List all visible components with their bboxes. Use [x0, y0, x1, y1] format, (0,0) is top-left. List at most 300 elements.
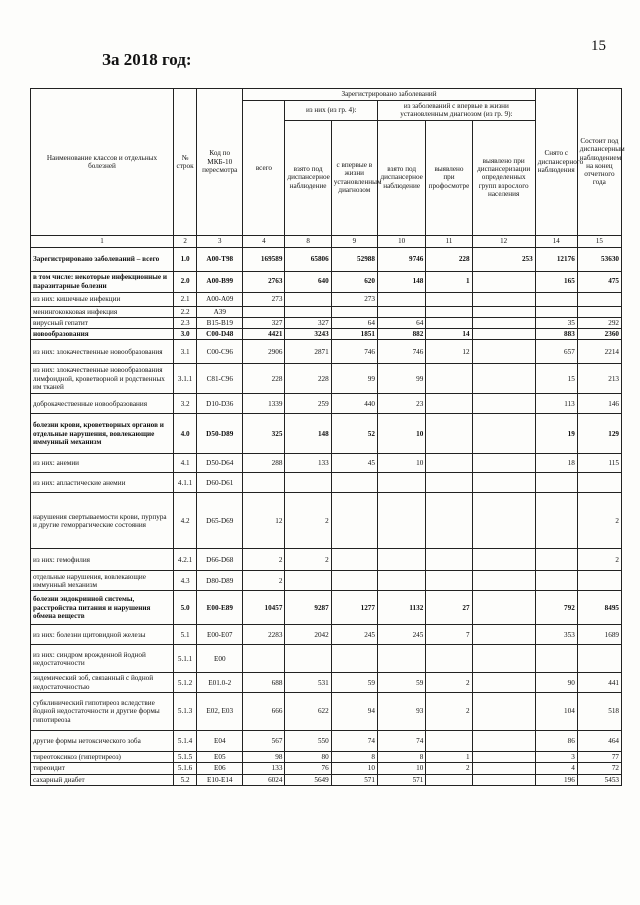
cell-c8	[285, 292, 331, 306]
cell-c11: 2	[426, 763, 472, 774]
cell-c9: 571	[331, 774, 377, 785]
column-index-cell: 12	[472, 235, 535, 247]
cell-c10: 8	[377, 751, 425, 762]
cell-c4: 327	[243, 317, 285, 328]
cell-c8: 2042	[285, 625, 331, 645]
column-index-row	[31, 235, 622, 247]
table-row	[31, 473, 622, 493]
cell-icd: E02, E03	[197, 692, 243, 730]
header-first-time-group: из заболеваний с впервые в жизни установленным диагнозом (из гр. 9):	[377, 101, 535, 121]
cell-c11	[426, 549, 472, 571]
cell-c12	[472, 394, 535, 414]
table-row	[31, 329, 622, 340]
cell-name: из них: гемофилия	[31, 549, 174, 571]
cell-no: 1.0	[174, 247, 197, 271]
cell-c11	[426, 394, 472, 414]
cell-c8	[285, 645, 331, 673]
cell-name: доброкачественные новообразования	[31, 394, 174, 414]
table-row	[31, 247, 622, 271]
cell-c10: 1132	[377, 591, 425, 625]
cell-c15: 77	[577, 751, 621, 762]
cell-c15: 53630	[577, 247, 621, 271]
cell-c15: 2	[577, 493, 621, 549]
cell-name: Зарегистрировано заболеваний – всего	[31, 247, 174, 271]
cell-no: 5.1.4	[174, 730, 197, 751]
cell-c9: 64	[331, 317, 377, 328]
cell-c8: 2	[285, 493, 331, 549]
cell-c9	[331, 493, 377, 549]
cell-c14: 12176	[535, 247, 577, 271]
cell-icd: D50-D64	[197, 454, 243, 473]
cell-c14: 104	[535, 692, 577, 730]
cell-c12	[472, 673, 535, 693]
cell-name: болезни крови, кроветворных органов и отдельные нарушения, вовлекающие иммунный механизм	[31, 414, 174, 454]
cell-no: 4.1	[174, 454, 197, 473]
cell-icd: C00-D48	[197, 329, 243, 340]
cell-c4	[243, 473, 285, 493]
cell-c8: 148	[285, 414, 331, 454]
table-row	[31, 364, 622, 394]
column-index-cell: 9	[331, 235, 377, 247]
cell-name: из них: кишечные инфекции	[31, 292, 174, 306]
cell-c11	[426, 306, 472, 317]
header-c11: выявлено при профосмотре	[426, 120, 472, 235]
cell-c4: 98	[243, 751, 285, 762]
cell-c9	[331, 645, 377, 673]
cell-c15: 72	[577, 763, 621, 774]
cell-c14: 165	[535, 271, 577, 292]
cell-c11	[426, 414, 472, 454]
cell-c9: 59	[331, 673, 377, 693]
cell-c10: 245	[377, 625, 425, 645]
cell-name: отдельные нарушения, вовлекающие иммунный механизм	[31, 571, 174, 591]
table-row	[31, 763, 622, 774]
cell-c4: 169589	[243, 247, 285, 271]
cell-c10: 64	[377, 317, 425, 328]
cell-c11	[426, 645, 472, 673]
cell-c12	[472, 271, 535, 292]
cell-c14	[535, 493, 577, 549]
cell-c8: 2871	[285, 340, 331, 364]
table-row	[31, 692, 622, 730]
cell-c4: 273	[243, 292, 285, 306]
column-index-cell: 3	[197, 235, 243, 247]
cell-no: 5.1.5	[174, 751, 197, 762]
cell-c9	[331, 473, 377, 493]
cell-c9: 52988	[331, 247, 377, 271]
cell-no: 5.1.1	[174, 645, 197, 673]
cell-c4: 288	[243, 454, 285, 473]
header-total: всего	[243, 101, 285, 236]
cell-c11	[426, 292, 472, 306]
cell-icd: A00-A09	[197, 292, 243, 306]
cell-c10	[377, 571, 425, 591]
cell-c8	[285, 473, 331, 493]
cell-c15: 5453	[577, 774, 621, 785]
cell-c10	[377, 306, 425, 317]
cell-c10: 148	[377, 271, 425, 292]
cell-c11	[426, 571, 472, 591]
cell-no: 3.1.1	[174, 364, 197, 394]
column-index-cell: 15	[577, 235, 621, 247]
cell-name: из них: болезни щитовидной железы	[31, 625, 174, 645]
cell-c11: 27	[426, 591, 472, 625]
table-row	[31, 673, 622, 693]
cell-no: 2.3	[174, 317, 197, 328]
cell-c8: 76	[285, 763, 331, 774]
cell-no: 4.3	[174, 571, 197, 591]
table-row	[31, 591, 622, 625]
cell-name: в том числе: некоторые инфекционные и паразитарные болезни	[31, 271, 174, 292]
cell-no: 4.2.1	[174, 549, 197, 571]
table-row	[31, 571, 622, 591]
table-row	[31, 645, 622, 673]
table-row	[31, 292, 622, 306]
cell-c4: 2283	[243, 625, 285, 645]
cell-c9: 99	[331, 364, 377, 394]
table-row	[31, 306, 622, 317]
cell-c14: 3	[535, 751, 577, 762]
cell-c12	[472, 751, 535, 762]
cell-c11: 12	[426, 340, 472, 364]
cell-c9: 52	[331, 414, 377, 454]
header-c12: выявлено при диспансеризации определенных групп взрослого населения	[472, 120, 535, 235]
cell-c11: 2	[426, 692, 472, 730]
cell-c12	[472, 730, 535, 751]
table-body	[31, 247, 622, 785]
cell-c8: 133	[285, 454, 331, 473]
cell-c15	[577, 473, 621, 493]
cell-c4: 10457	[243, 591, 285, 625]
cell-c11: 14	[426, 329, 472, 340]
cell-c8: 5649	[285, 774, 331, 785]
cell-c11: 2	[426, 673, 472, 693]
table-row	[31, 493, 622, 549]
cell-c15	[577, 306, 621, 317]
column-index-cell: 1	[31, 235, 174, 247]
cell-c9: 10	[331, 763, 377, 774]
cell-no: 5.2	[174, 774, 197, 785]
cell-c10: 23	[377, 394, 425, 414]
cell-c9: 746	[331, 340, 377, 364]
cell-c8: 327	[285, 317, 331, 328]
cell-c14	[535, 473, 577, 493]
cell-c15: 213	[577, 364, 621, 394]
cell-c12	[472, 414, 535, 454]
header-c9: с впервые в жизни установленным диагнозом	[331, 120, 377, 235]
cell-c12	[472, 473, 535, 493]
cell-c15: 146	[577, 394, 621, 414]
cell-no: 4.1.1	[174, 473, 197, 493]
header-row-no: № строк	[174, 89, 197, 236]
cell-c15: 2	[577, 549, 621, 571]
cell-no: 4.2	[174, 493, 197, 549]
header-c10: взято под диспансерное наблюдение	[377, 120, 425, 235]
cell-c14: 792	[535, 591, 577, 625]
table-row	[31, 774, 622, 785]
cell-c9	[331, 306, 377, 317]
cell-c4: 6024	[243, 774, 285, 785]
cell-icd: E00	[197, 645, 243, 673]
table-row	[31, 271, 622, 292]
cell-name: тиреоидит	[31, 763, 174, 774]
cell-c4: 688	[243, 673, 285, 693]
cell-c8: 2	[285, 549, 331, 571]
cell-no: 3.1	[174, 340, 197, 364]
cell-c9: 74	[331, 730, 377, 751]
cell-c9: 94	[331, 692, 377, 730]
cell-c10	[377, 549, 425, 571]
cell-icd: D10-D36	[197, 394, 243, 414]
cell-c12	[472, 692, 535, 730]
header-icd: Код по МКБ-10 пересмотра	[197, 89, 243, 236]
table-row	[31, 549, 622, 571]
cell-c4: 133	[243, 763, 285, 774]
cell-c11	[426, 364, 472, 394]
cell-icd: A00-B99	[197, 271, 243, 292]
cell-icd: A00-T98	[197, 247, 243, 271]
cell-icd: E04	[197, 730, 243, 751]
cell-c11	[426, 774, 472, 785]
cell-c8: 3243	[285, 329, 331, 340]
cell-c14: 113	[535, 394, 577, 414]
cell-icd: C00-C96	[197, 340, 243, 364]
table-row	[31, 625, 622, 645]
cell-c8: 259	[285, 394, 331, 414]
cell-c14: 15	[535, 364, 577, 394]
cell-name: эндемический зоб, связанный с йодной недостаточностью	[31, 673, 174, 693]
cell-name: субклинический гипотиреоз вследствие йодной недостаточности и другие формы гипотиреоза	[31, 692, 174, 730]
cell-c15: 441	[577, 673, 621, 693]
cell-icd: D50-D89	[197, 414, 243, 454]
cell-c15: 1689	[577, 625, 621, 645]
cell-c9: 1277	[331, 591, 377, 625]
cell-c14	[535, 292, 577, 306]
cell-no: 2.0	[174, 271, 197, 292]
cell-c11	[426, 454, 472, 473]
cell-c10: 9746	[377, 247, 425, 271]
cell-name: болезни эндокринной системы, расстройства питания и нарушения обмена веществ	[31, 591, 174, 625]
cell-c10: 10	[377, 763, 425, 774]
cell-c10	[377, 493, 425, 549]
cell-c4: 2	[243, 549, 285, 571]
table-row	[31, 414, 622, 454]
cell-c15	[577, 645, 621, 673]
cell-c10: 99	[377, 364, 425, 394]
column-index-cell: 4	[243, 235, 285, 247]
cell-c11	[426, 493, 472, 549]
cell-c11: 228	[426, 247, 472, 271]
cell-c14: 353	[535, 625, 577, 645]
table-row	[31, 454, 622, 473]
cell-c14	[535, 571, 577, 591]
cell-c14: 86	[535, 730, 577, 751]
cell-c12	[472, 364, 535, 394]
column-index-cell: 10	[377, 235, 425, 247]
cell-c14: 35	[535, 317, 577, 328]
column-index-cell: 8	[285, 235, 331, 247]
cell-c14	[535, 306, 577, 317]
cell-c15: 115	[577, 454, 621, 473]
cell-c12	[472, 340, 535, 364]
header-c8: взято под диспансерное наблюдение	[285, 120, 331, 235]
table-row	[31, 340, 622, 364]
cell-c10: 74	[377, 730, 425, 751]
cell-c9	[331, 571, 377, 591]
cell-c8: 640	[285, 271, 331, 292]
cell-c10: 10	[377, 454, 425, 473]
cell-c9: 245	[331, 625, 377, 645]
cell-c12	[472, 317, 535, 328]
cell-c10: 93	[377, 692, 425, 730]
cell-no: 3.2	[174, 394, 197, 414]
cell-c4: 12	[243, 493, 285, 549]
cell-c12	[472, 306, 535, 317]
cell-name: сахарный диабет	[31, 774, 174, 785]
cell-c4: 325	[243, 414, 285, 454]
cell-c12	[472, 571, 535, 591]
cell-c12	[472, 454, 535, 473]
cell-no: 2.1	[174, 292, 197, 306]
cell-name: новообразования	[31, 329, 174, 340]
table-row	[31, 394, 622, 414]
table-row	[31, 317, 622, 328]
cell-icd: E05	[197, 751, 243, 762]
cell-c11: 1	[426, 271, 472, 292]
cell-no: 2.2	[174, 306, 197, 317]
cell-icd: E01.0-2	[197, 673, 243, 693]
cell-c10: 59	[377, 673, 425, 693]
cell-name: тиреотоксикоз (гипертиреоз)	[31, 751, 174, 762]
cell-c8: 65806	[285, 247, 331, 271]
cell-c4: 567	[243, 730, 285, 751]
cell-c8	[285, 571, 331, 591]
column-index-cell: 14	[535, 235, 577, 247]
cell-c14: 19	[535, 414, 577, 454]
disease-statistics-table	[30, 88, 625, 786]
cell-icd: C81-C96	[197, 364, 243, 394]
cell-name: менингококковая инфекция	[31, 306, 174, 317]
cell-c4	[243, 645, 285, 673]
cell-c9: 620	[331, 271, 377, 292]
page-number: 15	[591, 38, 606, 54]
cell-c4: 2	[243, 571, 285, 591]
cell-no: 4.0	[174, 414, 197, 454]
cell-c8: 9287	[285, 591, 331, 625]
cell-icd: A39	[197, 306, 243, 317]
cell-icd: D65-D69	[197, 493, 243, 549]
cell-c14: 883	[535, 329, 577, 340]
cell-icd: E00-E07	[197, 625, 243, 645]
cell-c12	[472, 591, 535, 625]
cell-c10: 571	[377, 774, 425, 785]
column-index-cell: 11	[426, 235, 472, 247]
cell-icd: E00-E89	[197, 591, 243, 625]
cell-c14: 657	[535, 340, 577, 364]
cell-c15: 464	[577, 730, 621, 751]
column-index-cell: 2	[174, 235, 197, 247]
cell-c8: 622	[285, 692, 331, 730]
cell-icd: D66-D68	[197, 549, 243, 571]
cell-c4	[243, 306, 285, 317]
cell-icd: E06	[197, 763, 243, 774]
cell-c15: 2214	[577, 340, 621, 364]
cell-icd: D60-D61	[197, 473, 243, 493]
document-title: За 2018 год:	[102, 50, 192, 69]
cell-c15: 129	[577, 414, 621, 454]
cell-c4: 666	[243, 692, 285, 730]
cell-no: 5.0	[174, 591, 197, 625]
cell-c15	[577, 292, 621, 306]
cell-c15: 292	[577, 317, 621, 328]
cell-icd: B15-B19	[197, 317, 243, 328]
cell-c9: 273	[331, 292, 377, 306]
table-row	[31, 751, 622, 762]
cell-c4: 4421	[243, 329, 285, 340]
cell-c8: 80	[285, 751, 331, 762]
cell-c11	[426, 730, 472, 751]
cell-icd: E10-E14	[197, 774, 243, 785]
cell-c14: 90	[535, 673, 577, 693]
cell-c11: 1	[426, 751, 472, 762]
cell-c10	[377, 292, 425, 306]
cell-name: из них: синдром врожденной йодной недостаточности	[31, 645, 174, 673]
cell-c4: 1339	[243, 394, 285, 414]
cell-c11: 7	[426, 625, 472, 645]
cell-c9: 8	[331, 751, 377, 762]
cell-name: нарушения свертываемости крови, пурпура и другие геморрагические состояния	[31, 493, 174, 549]
cell-c9	[331, 549, 377, 571]
cell-no: 5.1	[174, 625, 197, 645]
cell-c12	[472, 763, 535, 774]
cell-name: вирусный гепатит	[31, 317, 174, 328]
cell-c15: 475	[577, 271, 621, 292]
cell-c15	[577, 571, 621, 591]
cell-c14: 4	[535, 763, 577, 774]
cell-c10	[377, 645, 425, 673]
header-c14: Снято с диспансерного наблюдения	[535, 89, 577, 236]
cell-no: 5.1.6	[174, 763, 197, 774]
cell-c12	[472, 645, 535, 673]
cell-c12	[472, 774, 535, 785]
cell-c9: 440	[331, 394, 377, 414]
header-registered-group: Зарегистрировано заболеваний	[243, 89, 535, 101]
cell-c10	[377, 473, 425, 493]
cell-c12	[472, 549, 535, 571]
cell-name: другие формы нетоксического зоба	[31, 730, 174, 751]
cell-c12	[472, 329, 535, 340]
cell-c11	[426, 473, 472, 493]
cell-c4: 228	[243, 364, 285, 394]
cell-c11	[426, 317, 472, 328]
cell-c10: 10	[377, 414, 425, 454]
header-name: Наименование классов и отдельных болезней	[31, 89, 174, 236]
table-row	[31, 730, 622, 751]
cell-name: из них: анемии	[31, 454, 174, 473]
cell-c8: 550	[285, 730, 331, 751]
cell-icd: D80-D89	[197, 571, 243, 591]
cell-c14	[535, 645, 577, 673]
cell-no: 5.1.2	[174, 673, 197, 693]
cell-c14	[535, 549, 577, 571]
cell-c8: 531	[285, 673, 331, 693]
cell-c9: 45	[331, 454, 377, 473]
cell-c14: 18	[535, 454, 577, 473]
cell-name: из них: апластические анемии	[31, 473, 174, 493]
cell-c8	[285, 306, 331, 317]
cell-c15: 518	[577, 692, 621, 730]
cell-c14: 196	[535, 774, 577, 785]
